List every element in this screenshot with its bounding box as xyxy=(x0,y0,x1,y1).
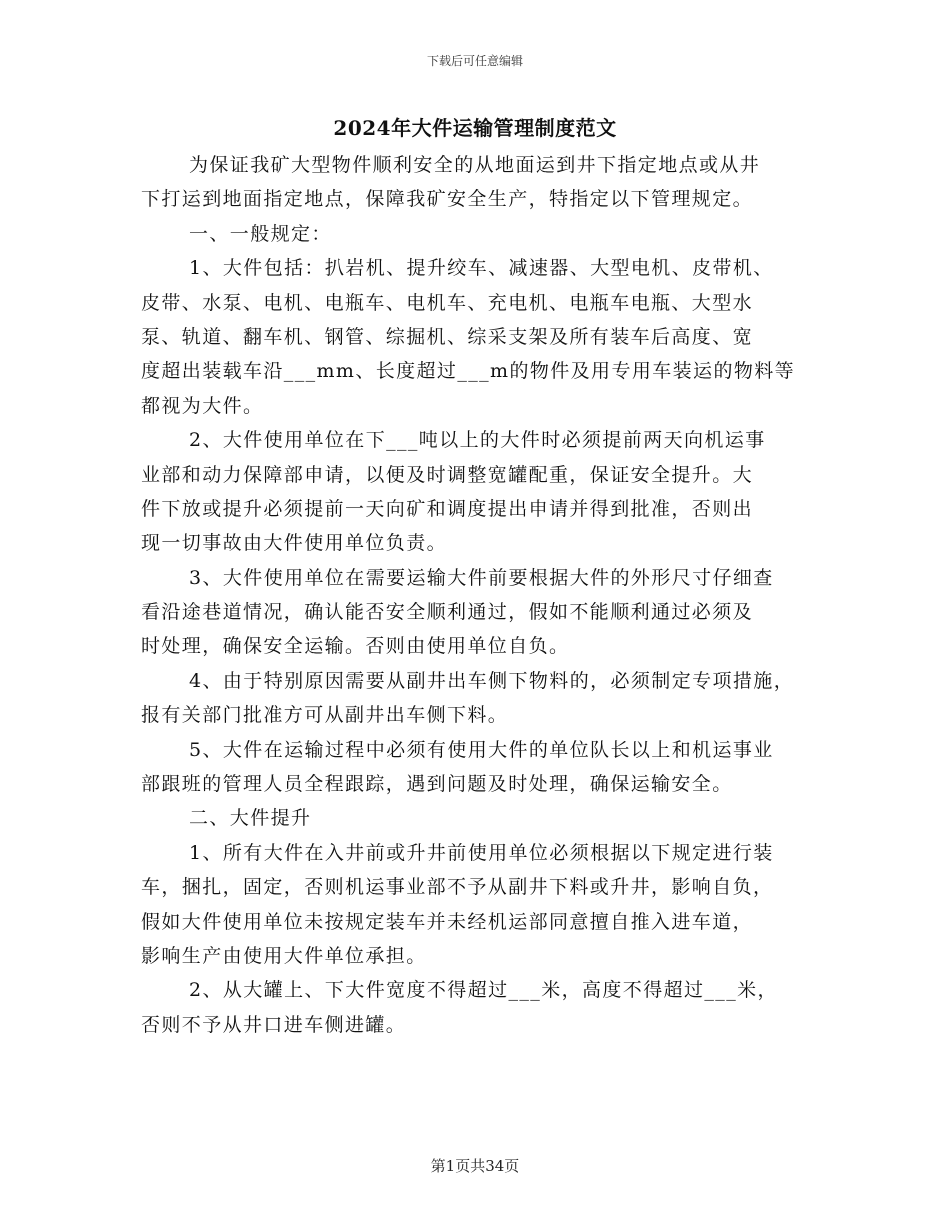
text-line: 一、一般规定： xyxy=(189,222,332,245)
text-line: 1、所有大件在入井前或升井前使用单位必须根据以下规定进行装 xyxy=(189,841,774,864)
text-line: 部跟班的管理人员全程跟踪，遇到问题及时处理，确保运输安全。 xyxy=(141,773,733,796)
text-line: 为保证我矿大型物件顺利安全的从地面运到井下指定地点或从井 xyxy=(189,154,761,176)
page-header: 下载后可任意编辑 xyxy=(426,54,523,68)
text-line: 1、大件包括：扒岩机、提升绞车、减速器、大型电机、皮带机、 xyxy=(189,257,774,280)
text-line: 看沿途巷道情况，确认能否安全顺利通过，假如不能顺利通过必须及 xyxy=(141,601,754,624)
text-line: 现一切事故由大件使用单位负责。 xyxy=(141,532,448,555)
text-line: 下打运到地面指定地点，保障我矿安全生产，特指定以下管理规定。 xyxy=(141,188,754,211)
text-line: 2、大件使用单位在下___吨以上的大件时必须提前两天向机运事 xyxy=(189,429,766,452)
text-line: 5、大件在运输过程中必须有使用大件的单位队长以上和机运事业 xyxy=(189,738,774,761)
text-line: 皮带、水泵、电机、电瓶车、电机车、充电机、电瓶车电瓶、大型水 xyxy=(141,291,754,314)
text-line: 度超出装载车沿___mm、长度超过___m的物件及用专用车装运的物料等 xyxy=(141,360,796,383)
text-line: 否则不予从井口进车侧进罐。 xyxy=(141,1013,407,1036)
document-title: 2024年大件运输管理制度范文 xyxy=(333,116,617,140)
text-line: 报有关部门批准方可从副井出车侧下料。 xyxy=(141,704,509,727)
text-line: 时处理，确保安全运输。否则由使用单位自负。 xyxy=(141,635,570,658)
text-line: 件下放或提升必须提前一天向矿和调度提出申请并得到批准，否则出 xyxy=(141,497,754,520)
text-line: 假如大件使用单位未按规定装车并未经机运部同意擅自推入进车道， xyxy=(141,910,754,933)
text-line: 二、大件提升 xyxy=(189,807,312,830)
text-line: 3、大件使用单位在需要运输大件前要根据大件的外形尺寸仔细查 xyxy=(189,566,774,589)
text-line: 都视为大件。 xyxy=(141,394,264,417)
text-line: 泵、轨道、翻车机、钢管、综掘机、综采支架及所有装车后高度、宽 xyxy=(141,325,754,348)
text-line: 影响生产由使用大件单位承担。 xyxy=(141,944,427,967)
text-line: 2、从大罐上、下大件宽度不得超过___米，高度不得超过___米， xyxy=(189,979,778,1002)
text-line: 车，捆扎，固定，否则机运事业部不予从副井下料或升井，影响自负， xyxy=(141,876,774,899)
page-footer: 第1页共34页 xyxy=(430,1157,520,1175)
text-line: 业部和动力保障部申请，以便及时调整宽罐配重，保证安全提升。大 xyxy=(141,463,754,486)
document-body xyxy=(141,148,821,1042)
text-line: 4、由于特别原因需要从副井出车侧下物料的，必须制定专项措施， xyxy=(189,669,795,692)
